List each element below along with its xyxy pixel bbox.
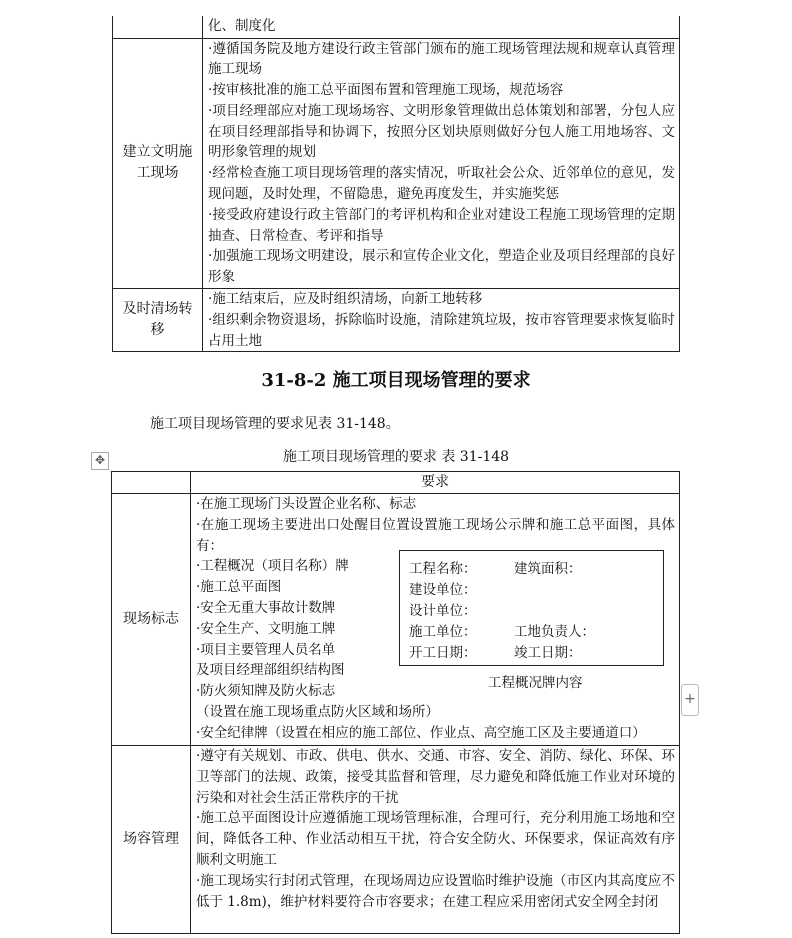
- content-site-appearance: [191, 746, 680, 934]
- board-site-manager: 工地负责人：: [514, 624, 595, 640]
- list-item: ·施工总平面图: [196, 579, 282, 596]
- list-item: ·在施工现场门头设置企业名称、标志: [196, 496, 417, 512]
- project-overview-board: [399, 550, 664, 666]
- list-item: ·施工总平面图设计应遵循施工现场管理标准，合理可行，充分利用施工场地和空间，降低各工种、作业活动相互干扰，符合安全防火、环保要求，保证高效有序顺利文明施工: [196, 810, 675, 868]
- list-item: ·组织剩余物资退场，拆除临时设施，清除建筑垃圾，按市容管理要求恢复临时占用土地: [208, 311, 675, 349]
- list-item: ·加强施工现场文明建设，展示和宣传企业文化，塑造企业及项目经理部的良好形象: [208, 248, 675, 286]
- board-floor-area: 建筑面积：: [514, 561, 582, 577]
- list-item: ·安全无重大事故计数牌: [196, 599, 336, 616]
- label-line: 移: [150, 322, 165, 339]
- top-row-text: 化、制度化: [208, 18, 276, 34]
- list-item: 及项目经理部组织结构图: [196, 662, 345, 679]
- list-item: ·项目经理部应对施工现场场容、文明形象管理做出总体策划和部署，分包人应在项目经理部指导和协调下，按照分区划块原则做好分包人施工用地场容、文明形象管理的规划: [208, 102, 675, 161]
- label-line: 建立文明施: [122, 144, 193, 161]
- list-item: ·项目主要管理人员名单: [196, 641, 336, 658]
- content-civilized-site: [203, 38, 680, 289]
- label-cell-empty: [113, 16, 203, 38]
- list-item: ·施工结束后，应及时组织清场，向新工地转移: [208, 291, 483, 308]
- row-label-site-signs: 现场标志: [112, 494, 191, 746]
- list-item: ·施工现场实行封闭式管理，在现场周边应设置临时维护设施（市区内其高度应不低于 1.8m)，维护材料要符合市容要求；在建工程应采用密闭式安全网全封闭: [196, 872, 675, 910]
- board-start-date: 开工日期：: [409, 645, 477, 661]
- list-item: ·接受政府建设行政主管部门的考评机构和企业对建设工程施工现场管理的定期抽查、日常检查、考评和指导: [208, 206, 675, 244]
- board-designer: 设计单位：: [409, 603, 477, 619]
- intro-paragraph: 施工项目现场管理的要求见表 31-148。: [150, 416, 400, 432]
- list-item: ·工程概况（项目名称）牌: [196, 558, 349, 575]
- list-item: ·遵守有关规划、市政、供电、供水、交通、市容、安全、消防、绿化、环保、环卫等部门的法规、政策，接受其监督和管理，尽力避免和降低施工作业对环境的污染和对社会生活正常秩序的干扰: [196, 748, 675, 806]
- header-empty-cell: [112, 472, 191, 494]
- board-caption: 工程概况牌内容: [488, 675, 583, 691]
- content-cell: [203, 16, 680, 38]
- section-heading: 31-8-2 施工项目现场管理的要求: [261, 370, 531, 391]
- list-item: ·安全纪律牌（设置在相应的施工部位、作业点、高空施工区及主要通道口）: [196, 724, 646, 741]
- list-item: ·安全生产、文明施工牌: [196, 620, 336, 637]
- board-contractor: 施工单位：: [409, 624, 477, 640]
- list-item: ·防火须知牌及防火标志: [196, 683, 336, 700]
- list-item: ·在施工现场主要进出口处醒目位置设置施工现场公示牌和施工总平面图，具体有：: [196, 516, 675, 554]
- header-requirement: 要求: [191, 472, 680, 494]
- list-note: （设置在施工现场重点防火区域和场所）: [196, 703, 439, 720]
- board-project-name: 工程名称：: [409, 561, 477, 577]
- row-label-site-appearance: 场容管理: [112, 746, 191, 934]
- label-line: 工现场: [136, 165, 179, 182]
- list-item: ·经常检查施工项目现场管理的落实情况，听取社会公众、近邻单位的意见，发现问题，及时处理，不留隐患，避免再度发生，并实施奖惩: [208, 165, 675, 203]
- list-item: ·按审核批准的施工总平面图布置和管理施工现场，规范场容: [208, 82, 564, 99]
- site-management-table-continued: [112, 16, 680, 352]
- table-caption: 施工项目现场管理的要求 表 31-148: [282, 449, 510, 465]
- content-site-clearing: [203, 289, 680, 352]
- site-requirements-table: [111, 471, 680, 934]
- table-move-handle-icon[interactable]: ✥: [91, 452, 109, 470]
- row-label-civilized-site: [113, 38, 203, 289]
- board-finish-date: 竣工日期：: [514, 645, 582, 661]
- board-owner: 建设单位：: [409, 582, 477, 598]
- label-line: 及时清场转: [122, 301, 193, 318]
- add-row-button[interactable]: +: [681, 684, 699, 716]
- row-label-site-clearing: [113, 289, 203, 352]
- list-item: ·遵循国务院及地方建设行政主管部门颁布的施工现场管理法规和规章认真管理施工现场: [208, 40, 675, 78]
